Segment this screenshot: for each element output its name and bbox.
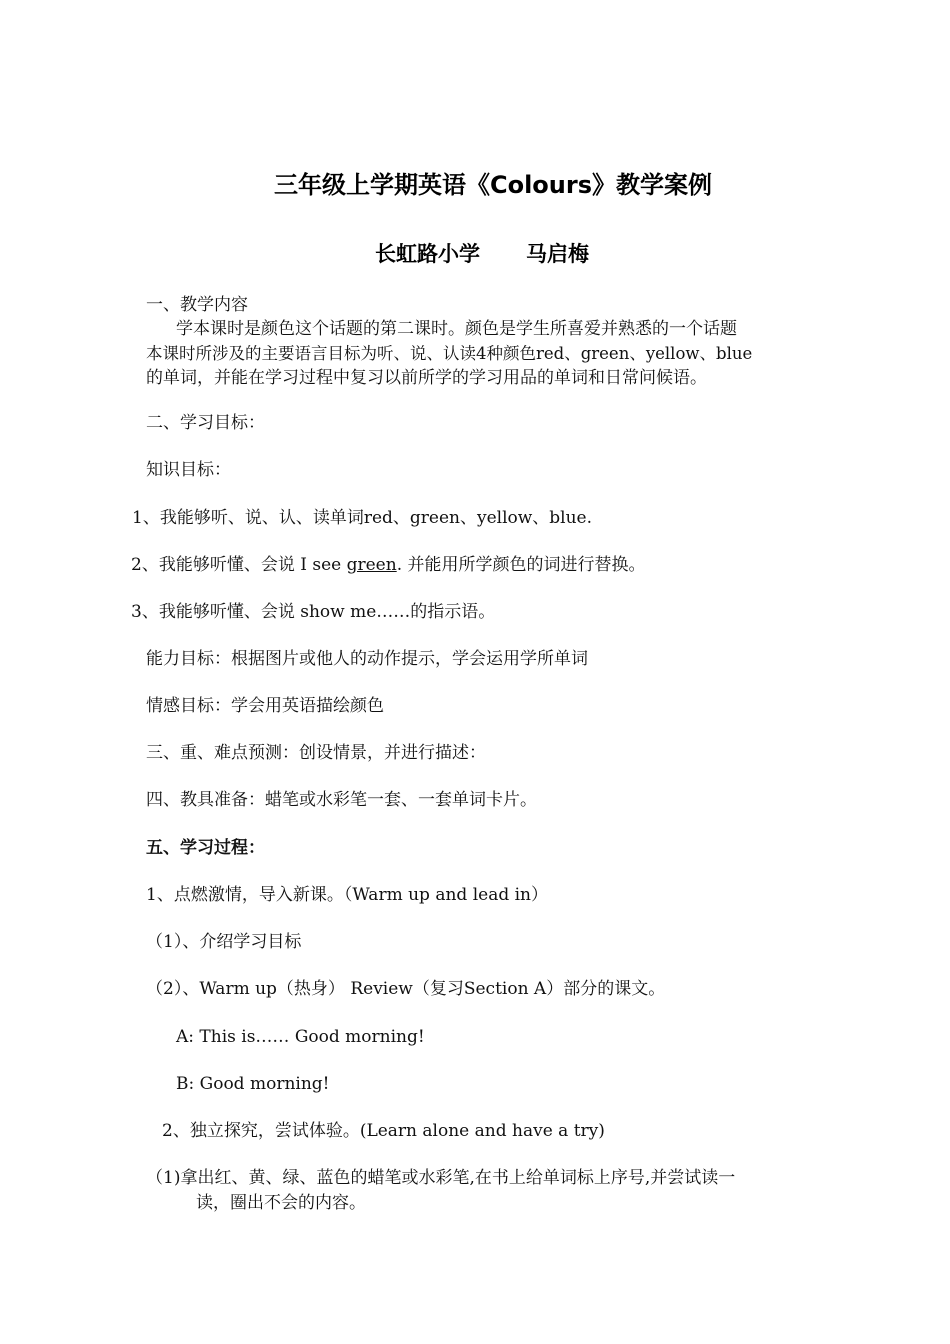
underlined-word: green <box>346 555 397 575</box>
knowledge-item-3: 3、我能够听懂、会说 show me……的指示语。 <box>131 602 496 622</box>
section5-heading: 五、学习过程： <box>146 838 265 858</box>
step1-sub2: （2）、Warm up（热身） Review（复习Section A）部分的课文。 <box>146 979 666 999</box>
step1: 1、点燃激情，导入新课。（Warm up and lead in） <box>146 885 549 905</box>
knowledge-item-2 <box>131 553 646 577</box>
step2-sub1-line1: （1)拿出红、黄、绿、蓝色的蜡笔或水彩笔,在书上给单词标上序号,并尝试读一 <box>146 1168 736 1188</box>
section1-heading: 一、教学内容 <box>146 295 248 315</box>
author-school: 长虹路小学 <box>375 242 480 266</box>
section3-heading: 三、重、难点预测：创设情景，并进行描述： <box>146 743 486 763</box>
ability-goal: 能力目标：根据图片或他人的动作提示，学会运用学所单词 <box>146 649 588 669</box>
dialog-line-b: B: Good morning! <box>176 1074 330 1094</box>
section2-heading: 二、学习目标： <box>146 413 265 433</box>
knowledge-item-2-rest: . 并能用所学颜色的词进行替换。 <box>396 555 646 575</box>
section1-para-line3: 的单词，并能在学习过程中复习以前所学的学习用品的单词和日常问候语。 <box>146 368 707 388</box>
knowledge-item-2-text: 2、我能够听懂、会说 I see <box>131 555 347 575</box>
step2-sub1-line2: 读，圈出不会的内容。 <box>196 1193 366 1213</box>
emotion-goal: 情感目标：学会用英语描绘颜色 <box>146 696 384 716</box>
knowledge-goal-label: 知识目标： <box>146 460 231 480</box>
section4-heading: 四、教具准备：蜡笔或水彩笔一套、一套单词卡片。 <box>146 790 537 810</box>
knowledge-item-1: 1、我能够听、说、认、读单词red、green、yellow、blue. <box>132 508 593 528</box>
section1-para-line1: 学本课时是颜色这个话题的第二课时。颜色是学生所喜爱并熟悉的一个话题 <box>176 319 737 339</box>
step2: 2、独立探究，尝试体验。(Learn alone and have a try) <box>162 1121 605 1141</box>
section1-para-line2: 本课时所涉及的主要语言目标为听、说、认读4种颜色red、green、yellow、blue <box>146 344 753 363</box>
step1-sub1: （1）、介绍学习目标 <box>146 932 302 952</box>
author-name: 马启梅 <box>526 242 589 266</box>
author-line <box>375 240 589 268</box>
dialog-line-a: A: This is…… Good morning! <box>176 1027 425 1047</box>
document-title: 三年级上学期英语《Colours》教学案例 <box>273 171 713 199</box>
